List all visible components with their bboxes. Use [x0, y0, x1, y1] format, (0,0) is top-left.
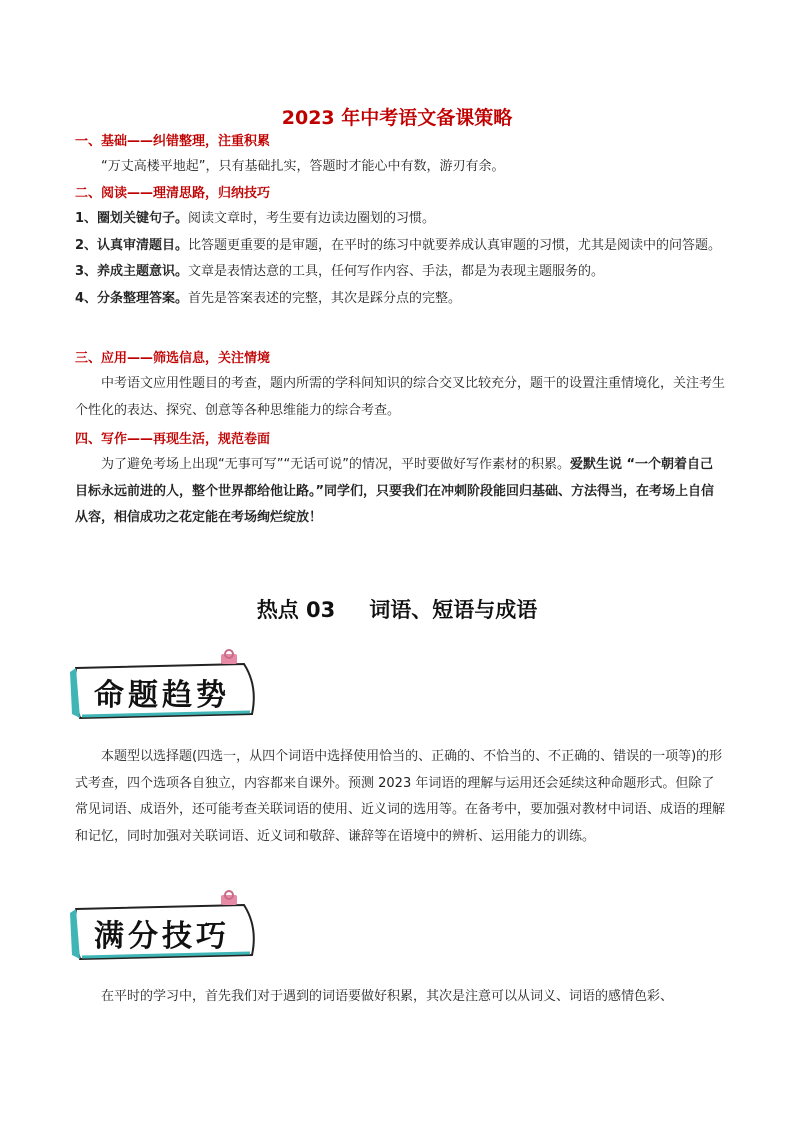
item-lead: 3、养成主题意识。 [75, 264, 189, 280]
section-basics [75, 130, 725, 181]
paperclip-icon [218, 889, 240, 911]
list-item [75, 233, 725, 260]
item-lead: 1、圈划关键句子。 [75, 211, 189, 226]
paperclip-icon [218, 648, 240, 670]
list-item [75, 286, 725, 313]
section-reading [75, 182, 725, 312]
section-skills-body [75, 984, 725, 1011]
section-paragraph: “万丈高楼平地起”，只有基础扎实，答题时才能心中有数，游刃有余。 [101, 159, 505, 174]
section-paragraph: 在平时的学习中，首先我们对于遇到的词语要做好积累，其次是注意可以从词义、词语的感情色彩、 [101, 989, 674, 1004]
hot-topic-label: 热点 03 [256, 598, 336, 622]
item-text: 比答题更重要的是审题，在平时的练习中就要养成认真审题的习惯，尤其是阅读中的问答题。 [188, 237, 722, 253]
banner-text: 满分技巧 [94, 919, 230, 954]
item-lead: 2、认真审清题目。 [75, 237, 189, 253]
item-text: 阅读文章时，考生要有边读边圈划的习惯。 [188, 211, 436, 226]
section-paragraph: 中考语文应用性题目的考查，题内所需的学科间知识的综合交叉比较充分，题干的设置注重情境化，关注考生个性化的表达、探究、创意等各种思维能力的综合考查。 [75, 376, 726, 418]
section-trend-body [75, 744, 725, 850]
banner-trend [68, 656, 268, 722]
paragraph-bold-quote: 爱默生说 “一个朝着自己目标永远前进的人，整个世界都给他让路。”同学们，只要我们在冲刺阶段能回归基础、方法得当，在考场上自信从容，相信成功之花定能在考场绚烂绽放！ [75, 457, 715, 526]
section-paragraph [75, 452, 725, 532]
hot-topic-title [0, 594, 794, 624]
section-writing [75, 428, 725, 532]
item-text: 首先是答案表述的完整，其次是踩分点的完整。 [188, 290, 462, 306]
item-text: 文章是表情达意的工具，任何写作内容、手法，都是为表现主题服务的。 [188, 264, 605, 280]
hot-topic-name: 词语、短语与成语 [369, 598, 538, 622]
section-heading: 一、基础——纠错整理，注重积累 [75, 134, 271, 149]
page-title: 2023 年中考语文备课策略 [281, 107, 513, 129]
banner-text: 命题趋势 [94, 678, 230, 713]
item-lead: 4、分条整理答案。 [75, 290, 189, 306]
paragraph-plain: 为了避免考场上出现“无事可写”“无话可说”的情况，平时要做好写作素材的积累。 [101, 457, 570, 472]
section-heading: 三、应用——筛选信息，关注情境 [75, 351, 271, 366]
section-paragraph: 本题型以选择题(四选一，从四个词语中选择使用恰当的、正确的、不恰当的、不正确的、错误的一项等)的形式考查，四个选项各自独立，内容都来自课外。预测 2023 年词语的理解与运用还会延续这种命题形式。但除了常见词语、成语外，还可能考查关联词语的使用、近义词的选用等。在备考中，要加强对教材中词语、成语的理解和记忆，同时加强对关联词语、近义词和敬辞、谦辞等在语境中的辨析、运用能力的训练。 [75, 749, 726, 844]
banner-skills [68, 897, 268, 963]
list-item [75, 206, 725, 233]
section-heading: 二、阅读——理清思路，归纳技巧 [75, 186, 271, 201]
section-heading: 四、写作——再现生活，规范卷面 [75, 432, 271, 447]
list-item [75, 259, 725, 286]
section-application [75, 347, 725, 424]
